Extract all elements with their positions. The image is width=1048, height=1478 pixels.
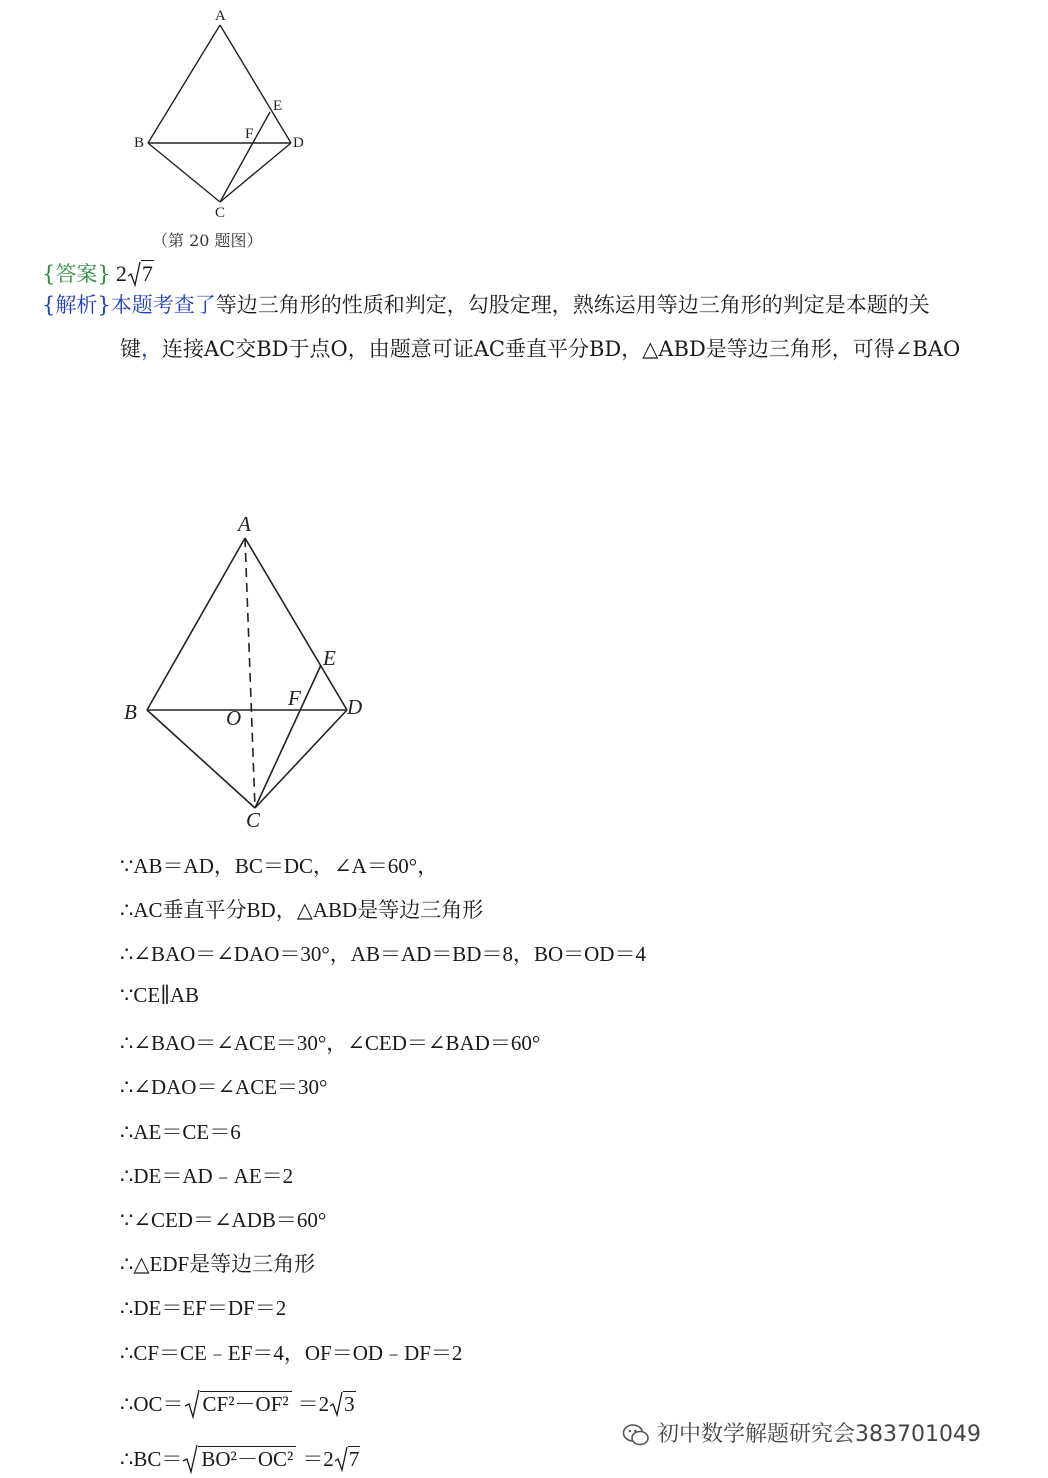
fig1-label-d: D (293, 135, 304, 151)
sqrt-radical (184, 1388, 292, 1419)
step-bc-radicand: BO²－OC² (198, 1446, 296, 1471)
fig1-label-f: F (245, 126, 254, 142)
step-12: ∴CF＝CE﹣EF＝4，OF＝OD﹣DF＝2 (120, 1341, 463, 1365)
step-1: ∵AB＝AD，BC＝DC，∠A＝60°， (120, 854, 439, 878)
step-8: ∴DE＝AD﹣AE＝2 (120, 1164, 294, 1188)
step-bc-result-radicand: 7 (348, 1447, 360, 1471)
fig2-label-o: O (226, 706, 242, 730)
step-oc (120, 1388, 356, 1419)
fig2-label-f: F (288, 686, 301, 710)
sqrt-radical (329, 1391, 356, 1417)
step-7: ∴AE＝CE＝6 (120, 1120, 241, 1144)
step-oc-result: ＝2 (297, 1392, 330, 1416)
fig2-label-c: C (246, 808, 261, 832)
analysis-line2-text: 连接AC交BD于点O，由题意可证AC垂直平分BD，△ABD是等边三角形，可得∠BAO (162, 337, 961, 361)
answer-value (116, 261, 154, 286)
answer-tag: {答案} (42, 262, 111, 286)
watermark-text: 初中数学解题研究会383701049 (657, 1422, 981, 1447)
step-oc-radicand: CF²－OF² (200, 1391, 292, 1416)
step-bc-result: ＝2 (302, 1447, 334, 1471)
sqrt-radical (334, 1446, 361, 1472)
wechat-icon (622, 1423, 650, 1447)
fig1-label-b: B (134, 135, 145, 151)
watermark (622, 1417, 981, 1448)
sqrt-radical (127, 261, 154, 287)
fig2-label-e: E (323, 646, 336, 670)
step-10: ∴△EDF是等边三角形 (120, 1252, 316, 1276)
sqrt-radical (182, 1443, 296, 1474)
analysis-tag: {解析} (42, 293, 111, 317)
analysis-line-2 (120, 334, 960, 364)
fig2-label-b: B (124, 700, 137, 724)
fig1-label-a: A (215, 8, 226, 24)
step-5: ∴∠BAO＝∠ACE＝30°，∠CED＝∠BAD＝60° (120, 1031, 541, 1055)
answer-prefix: 2 (115, 261, 127, 286)
step-oc-prefix: ∴OC＝ (120, 1392, 184, 1416)
analysis-line-1 (42, 290, 930, 320)
step-bc-prefix: ∴BC＝ (120, 1447, 183, 1471)
step-11: ∴DE＝EF＝DF＝2 (120, 1296, 287, 1320)
analysis-line1-text: 等边三角形的性质和判定，勾股定理，熟练运用等边三角形的判定是本题的关 (215, 293, 930, 317)
step-2: ∴AC垂直平分BD，△ABD是等边三角形 (120, 898, 484, 922)
step-3: ∴∠BAO＝∠DAO＝30°，AB＝AD＝BD＝8，BO＝OD＝4 (120, 942, 646, 966)
fig1-caption: （第 20 题图） (152, 231, 263, 250)
answer-radicand: 7 (141, 261, 153, 286)
answer-line (42, 258, 154, 288)
step-9: ∵∠CED＝∠ADB＝60° (120, 1208, 327, 1232)
step-bc (120, 1443, 360, 1474)
analysis-lead: 本题考查了 (110, 293, 216, 317)
step-6: ∴∠DAO＝∠ACE＝30° (120, 1075, 328, 1099)
fig2-label-a: A (238, 512, 251, 536)
step-4: ∵CE∥AB (120, 983, 200, 1007)
fig2-label-d: D (347, 695, 363, 719)
fig1-label-c: C (215, 205, 226, 221)
figure-2 (110, 510, 390, 840)
analysis-line2-comma: ， (141, 337, 162, 361)
analysis-line2-start: 键 (120, 337, 141, 361)
figure-1 (120, 0, 330, 225)
step-oc-result-radicand: 3 (344, 1392, 355, 1416)
fig1-label-e: E (273, 98, 283, 114)
